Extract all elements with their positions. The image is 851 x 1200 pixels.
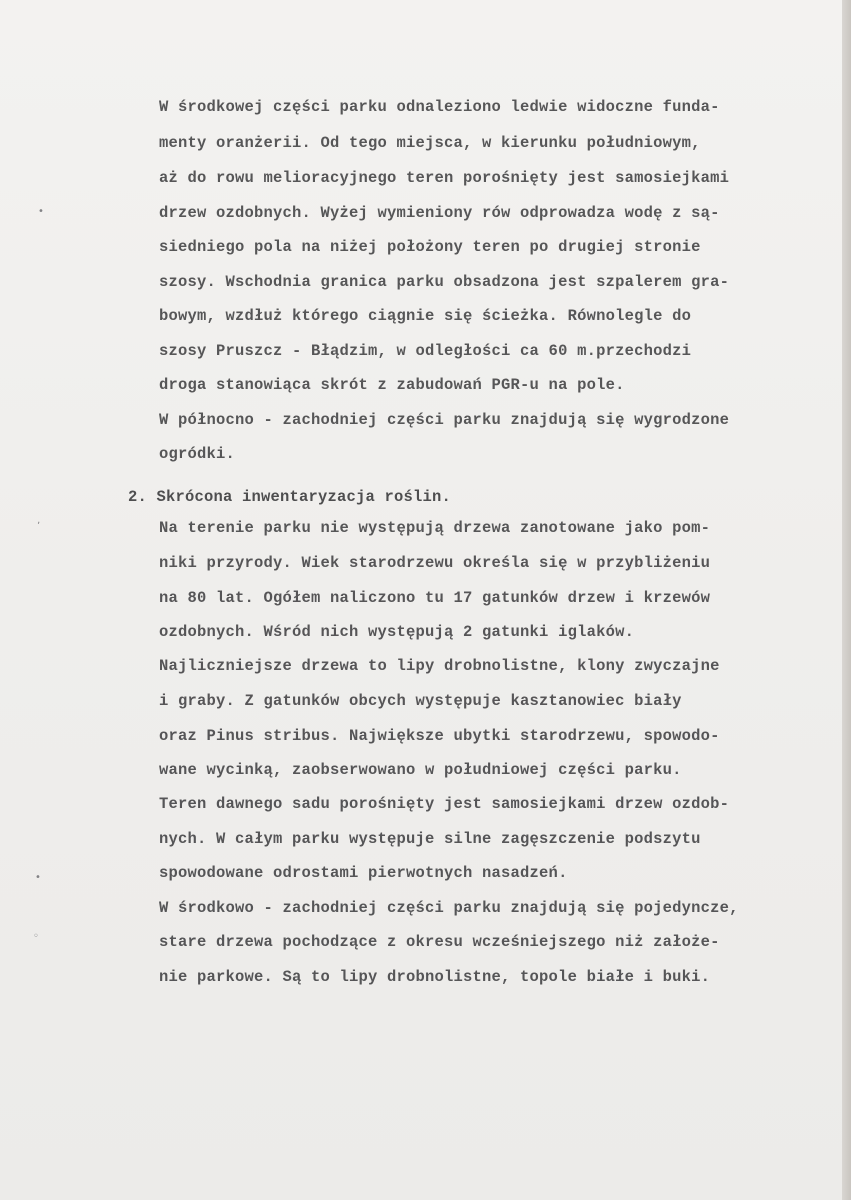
- text-line: droga stanowiąca skrót z zabudowań PGR-u na pole.: [159, 376, 625, 394]
- text-line: szosy. Wschodnia granica parku obsadzona jest szpalerem gra-: [159, 273, 730, 291]
- margin-punch-mark: •: [38, 206, 44, 217]
- margin-punch-mark: ◦: [33, 931, 39, 942]
- text-line: spowodowane odrostami pierwotnych nasadzeń.: [159, 864, 568, 882]
- text-line: stare drzewa pochodzące z okresu wcześniejszego niż założe-: [159, 933, 720, 951]
- margin-punch-mark: •: [35, 872, 41, 883]
- text-line: ogródki.: [159, 445, 236, 463]
- text-line: siedniego pola na niżej położony teren po drugiej stronie: [159, 238, 701, 256]
- text-line: nych. W całym parku występuje silne zagęszczenie podszytu: [159, 830, 701, 848]
- text-line: na 80 lat. Ogółem naliczono tu 17 gatunków drzew i krzewów: [159, 589, 711, 607]
- text-line: szosy Pruszcz - Błądzim, w odległości ca 60 m.przechodzi: [159, 342, 692, 360]
- text-line: wane wycinką, zaobserwowano w południowej części parku.: [159, 761, 682, 779]
- text-line: nie parkowe. Są to lipy drobnolistne, topole białe i buki.: [159, 968, 711, 986]
- text-line: aż do rowu melioracyjnego teren porośnięty jest samosiejkami: [159, 169, 730, 187]
- text-line: drzew ozdobnych. Wyżej wymieniony rów odprowadza wodę z są-: [159, 204, 720, 222]
- text-line: W północno - zachodniej części parku znajdują się wygrodzone: [159, 411, 730, 429]
- text-line: Teren dawnego sadu porośnięty jest samosiejkami drzew ozdob-: [159, 795, 730, 813]
- text-line: oraz Pinus stribus. Największe ubytki starodrzewu, spowodo-: [159, 727, 720, 745]
- text-line: niki przyrody. Wiek starodrzewu określa się w przybliżeniu: [159, 554, 711, 572]
- text-line: menty oranżerii. Od tego miejsca, w kierunku południowym,: [159, 134, 701, 152]
- section-heading: 2. Skrócona inwentaryzacja roślin.: [128, 488, 452, 506]
- text-line: bowym, wzdłuż którego ciągnie się ścieżka. Równolegle do: [159, 307, 692, 325]
- text-line: i graby. Z gatunków obcych występuje kasztanowiec biały: [159, 692, 682, 710]
- text-line: Na terenie parku nie występują drzewa zanotowane jako pom-: [159, 519, 711, 537]
- text-line: W środkowo - zachodniej części parku znajdują się pojedyncze,: [159, 899, 739, 917]
- text-line: ozdobnych. Wśród nich występują 2 gatunki iglaków.: [159, 623, 635, 641]
- margin-punch-mark: ʼ: [37, 521, 41, 532]
- text-line: W środkowej części parku odnaleziono ledwie widoczne funda-: [159, 98, 720, 116]
- text-line: Najliczniejsze drzewa to lipy drobnolistne, klony zwyczajne: [159, 657, 720, 675]
